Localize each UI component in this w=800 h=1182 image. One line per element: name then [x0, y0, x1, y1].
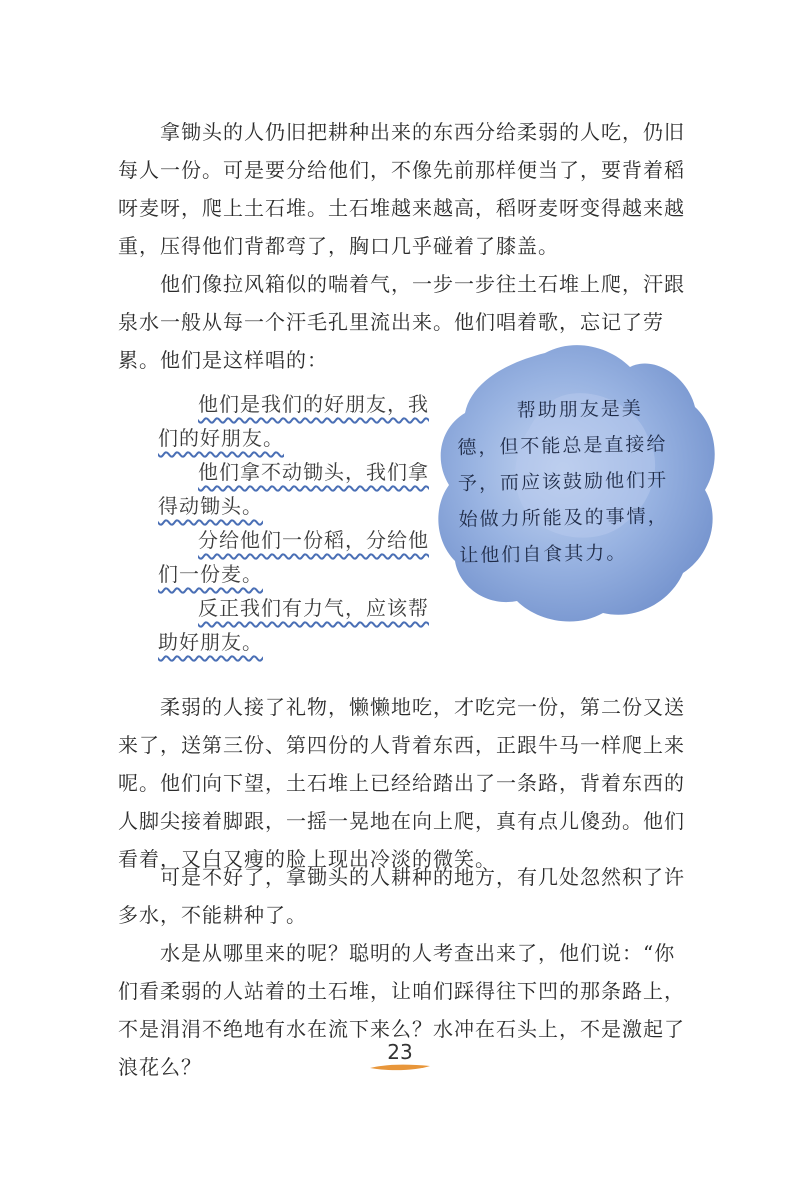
paragraph-1: 拿锄头的人仍旧把耕种出来的东西分给柔弱的人吃，仍旧每人一份。可是要分给他们，不像先前那样便当了，要背着稻呀麦呀，爬上土石堆。土石堆越来越高，稻呀麦呀变得越来越重，压得他们背都弯了，胸口几乎碰着了膝盖。: [118, 120, 685, 258]
paragraph-3: 柔弱的人接了礼物，懒懒地吃，才吃完一份，第二份又送来了，送第三份、第四份的人背着东西，正跟牛马一样爬上来呢。他们向下望，土石堆上已经给踏出了一条路，背着东西的人脚尖接着脚跟，一摇一晃地在向上爬，真有点儿傻劲。他们看着，又白又瘦的脸上现出冷淡的微笑。: [118, 695, 685, 871]
song-stanza-3: [158, 523, 448, 591]
paragraph-2: 他们像拉风箱似的喘着气，一步一步往土石堆上爬，汗跟泉水一般从每一个汗毛孔里流出来。他们唱着歌，忘记了劳累。他们是这样唱的：: [118, 272, 685, 372]
song-lyrics: [158, 387, 448, 659]
sidebar-note: 帮助朋友是美德，但不能总是直接给予，而应该鼓励他们开始做力所能及的事情，让他们自食其力。: [457, 397, 669, 567]
song-stanza-3-text: 分给他们一份稻，分给他们一份麦。: [158, 528, 429, 586]
page-number: 23: [387, 1040, 413, 1064]
page-number-brush-stroke: [368, 1061, 432, 1073]
song-stanza-4-text: 反正我们有力气，应该帮助好朋友。: [158, 596, 429, 654]
song-stanza-1: [158, 387, 448, 455]
paragraph-4: 可是不好了，拿锄头的人耕种的地方，有几处忽然积了许多水，不能耕种了。: [118, 865, 685, 927]
song-stanza-4: [158, 591, 448, 659]
song-stanza-2: [158, 455, 448, 523]
song-stanza-1-text: 他们是我们的好朋友，我们的好朋友。: [158, 392, 429, 450]
paragraph-5: 水是从哪里来的呢？聪明的人考查出来了，他们说：“你们看柔弱的人站着的土石堆，让咱们踩得往下凹的那条路上，不是涓涓不绝地有水在流下来么？水冲在石头上，不是激起了浪花么？: [118, 941, 685, 1079]
song-stanza-2-text: 他们拿不动锄头，我们拿得动锄头。: [158, 460, 429, 518]
